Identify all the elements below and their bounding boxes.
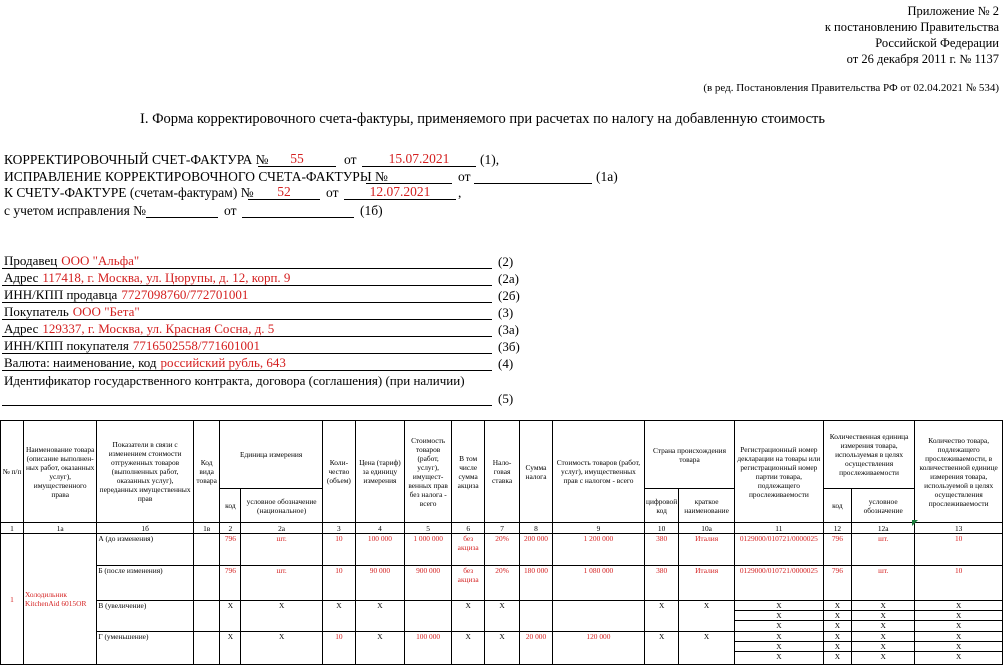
cell: X — [241, 601, 323, 632]
cell[interactable]: шт. — [241, 566, 323, 601]
cell[interactable]: 90 000 — [355, 566, 404, 601]
cell[interactable]: без акциза — [452, 566, 485, 601]
cell[interactable]: 380 — [645, 566, 679, 601]
cell[interactable]: 1 200 000 — [552, 534, 644, 566]
x-stack: X X X — [852, 632, 915, 665]
item-name[interactable]: Холодильник KitchenAid 6015OR — [24, 534, 97, 665]
cell[interactable]: 200 000 — [520, 534, 553, 566]
col-header: код — [823, 489, 851, 523]
seller-label: Продавец — [4, 253, 58, 268]
cell[interactable]: 100 000 — [355, 534, 404, 566]
col-number: 1б — [97, 523, 194, 534]
seller-address-label: Адрес — [4, 270, 39, 285]
table-row — [1, 566, 1003, 601]
cell[interactable]: 10 — [915, 534, 1003, 566]
cell[interactable]: шт. — [852, 566, 915, 601]
col-header: Стоимость товаров (работ, услуг), имущественных прав без налога - всего — [404, 421, 451, 523]
cell[interactable]: 1 000 000 — [404, 534, 451, 566]
ot-label: от — [326, 185, 339, 200]
base-invoice-label: К СЧЕТУ-ФАКТУРЕ (счетам-фактурам) № — [4, 185, 254, 200]
cell[interactable]: 20% — [485, 534, 520, 566]
col-header: В том числе сумма акциза — [452, 421, 485, 523]
cell: X — [645, 632, 679, 665]
col-header: Налоговая ставка — [485, 421, 520, 523]
col-header: Страна происхождения товара — [645, 421, 735, 489]
with-correction-date[interactable] — [242, 202, 354, 218]
code-label: (1а) — [596, 169, 618, 184]
cell: X — [241, 632, 323, 665]
cell: X — [220, 601, 241, 632]
code-label: (1б) — [360, 203, 383, 218]
ot-label: от — [458, 169, 471, 184]
code-label: (3б) — [498, 339, 520, 354]
col-number: 7 — [485, 523, 520, 534]
col-number: 2 — [220, 523, 241, 534]
ot-label: от — [224, 203, 237, 218]
table-row — [1, 632, 1003, 665]
cell[interactable]: шт. — [852, 534, 915, 566]
col-number: 11 — [734, 523, 823, 534]
col-header: Количество (объем) — [322, 421, 355, 523]
correction-date[interactable] — [474, 168, 592, 184]
comma: , — [458, 185, 462, 200]
cell[interactable]: 10 — [322, 566, 355, 601]
col-number: 10 — [645, 523, 679, 534]
col-number: 12 — [823, 523, 851, 534]
currency-field[interactable] — [2, 355, 492, 371]
code-label: (2) — [498, 254, 514, 269]
col-number: 1а — [24, 523, 97, 534]
col-header: Стоимость товаров (работ, услуг), имущественных прав с налогом - всего — [552, 421, 644, 523]
seller-inn-value: 7727098760/772701001 — [121, 287, 249, 302]
code-label: (4) — [498, 356, 514, 371]
buyer-inn-label: ИНН/КПП покупателя — [4, 338, 129, 353]
col-number: 10а — [679, 523, 735, 534]
correction-label: ИСПРАВЛЕНИЕ КОРРЕКТИРОВОЧНОГО СЧЕТА-ФАКТУРЫ № — [4, 169, 388, 184]
header-block — [825, 3, 999, 67]
col-header: цифровой код — [645, 489, 679, 523]
col-header: Единица измерения — [220, 421, 322, 489]
buyer-address-value: 129337, г. Москва, ул. Красная Сосна, д. 5 — [42, 321, 275, 336]
cell[interactable]: 796 — [220, 534, 241, 566]
cell: X — [220, 632, 241, 665]
cell[interactable]: 10 — [915, 566, 1003, 601]
contract-field[interactable] — [2, 390, 492, 406]
seller-inn-field[interactable] — [2, 287, 492, 303]
cell[interactable]: 10 — [322, 534, 355, 566]
x-stack: X X X — [915, 601, 1003, 632]
header-row — [1, 421, 1003, 489]
cell: X — [485, 601, 520, 632]
x-stack: X X X — [823, 632, 851, 665]
contract-label: Идентификатор государственного контракта, договора (соглашения) (при наличии) — [4, 373, 465, 388]
col-number: 13 — [915, 523, 1003, 534]
col-header: Количество товара, подлежащего прослеживаемости, в количественной единице измерения товара, используемой в целях осуществления прослеживаемости — [915, 421, 1003, 523]
buyer-field[interactable] — [2, 304, 492, 320]
correction-number[interactable] — [366, 168, 452, 184]
invoice-table — [0, 420, 1003, 665]
cell[interactable]: Италия — [679, 534, 735, 566]
cell[interactable]: 0129000/010721/0000025 — [734, 534, 823, 566]
x-stack: X X X — [734, 601, 823, 632]
cell: X — [485, 632, 520, 665]
with-correction-label: с учетом исправления № — [4, 203, 147, 218]
row-label: В (увеличение) — [97, 601, 194, 632]
col-header: условное обозначение (национальное) — [241, 489, 323, 523]
row-label: А (до изменения) — [97, 534, 194, 566]
x-stack: X X X — [734, 632, 823, 665]
row-label: Б (после изменения) — [97, 566, 194, 601]
cell[interactable]: 10 — [322, 632, 355, 665]
code-label: (2а) — [498, 271, 519, 286]
cell[interactable]: 180 000 — [520, 566, 553, 601]
code-label: (2б) — [498, 288, 520, 303]
comment-marker-icon — [912, 520, 918, 526]
buyer-inn-value: 7716502558/771601001 — [132, 338, 260, 353]
cell[interactable]: 100 000 — [404, 632, 451, 665]
invoice-label: КОРРЕКТИРОВОЧНЫЙ СЧЕТ-ФАКТУРА № — [4, 152, 269, 167]
buyer-address-label: Адрес — [4, 321, 39, 336]
edition-note: (в ред. Постановления Правительства РФ от 02.04.2021 № 534) — [703, 82, 999, 94]
row-label: Г (уменьшение) — [97, 632, 194, 665]
header-line: Приложение № 2 — [907, 4, 999, 18]
col-number: 1 — [1, 523, 24, 534]
col-number: 3 — [322, 523, 355, 534]
cell: X — [679, 601, 735, 632]
cell: X — [452, 601, 485, 632]
code-label: (3а) — [498, 322, 519, 337]
code-label: (3) — [498, 305, 514, 320]
seller-address-field[interactable] — [2, 270, 492, 286]
currency-value: российский рубль, 643 — [160, 355, 286, 370]
cell[interactable]: 120 000 — [552, 632, 644, 665]
cell[interactable]: Италия — [679, 566, 735, 601]
buyer-value: ООО "Бета" — [72, 304, 140, 319]
with-correction-number[interactable] — [146, 202, 218, 218]
cell[interactable]: 1 080 000 — [552, 566, 644, 601]
col-number: 8 — [520, 523, 553, 534]
buyer-address-field[interactable] — [2, 321, 492, 337]
col-number: 6 — [452, 523, 485, 534]
cell: X — [322, 601, 355, 632]
col-header: Наименование товара (описание выполненных работ, оказанных услуг), имущественного права — [24, 421, 97, 523]
seller-field[interactable] — [2, 253, 492, 269]
seller-inn-label: ИНН/КПП продавца — [4, 287, 118, 302]
col-header: Цена (тариф) за единицу измерения — [355, 421, 404, 523]
col-header: № п/п — [1, 421, 24, 523]
col-header: Количественная единица измерения товара, используемая в целях осуществления прослеживаемости — [823, 421, 915, 489]
x-stack: X X X — [915, 632, 1003, 665]
col-number: 1в — [193, 523, 220, 534]
cell[interactable]: 796 — [823, 534, 851, 566]
header-line: Российской Федерации — [875, 36, 999, 50]
col-header: Сумма налога — [520, 421, 553, 523]
ot-label: от — [344, 152, 357, 167]
seller-address-value: 117418, г. Москва, ул. Цюрупы, д. 12, корп. 9 — [42, 270, 291, 285]
column-numbers-row — [1, 523, 1003, 534]
cell: X — [355, 632, 404, 665]
buyer-inn-field[interactable] — [2, 338, 492, 354]
cell[interactable]: 20 000 — [520, 632, 553, 665]
col-number: 9 — [552, 523, 644, 534]
col-header: Код вида товара — [193, 421, 220, 523]
x-stack: X X X — [823, 601, 851, 632]
cell: X — [355, 601, 404, 632]
code-label: (5) — [498, 391, 514, 406]
base-invoice-number[interactable]: 52 — [248, 184, 320, 200]
item-number: 1 — [1, 534, 24, 665]
cell: X — [679, 632, 735, 665]
col-number: 12а — [852, 523, 915, 534]
header-line: к постановлению Правительства — [824, 20, 999, 34]
col-header: код — [220, 489, 241, 523]
seller-value: ООО "Альфа" — [61, 253, 140, 268]
cell[interactable]: 796 — [220, 566, 241, 601]
col-number: 2а — [241, 523, 323, 534]
cell: X — [452, 632, 485, 665]
buyer-label: Покупатель — [4, 304, 69, 319]
cell[interactable]: шт. — [241, 534, 323, 566]
invoice-number[interactable]: 55 — [258, 151, 336, 167]
cell: X — [645, 601, 679, 632]
cell[interactable]: 0129000/010721/0000025 — [734, 566, 823, 601]
base-invoice-date[interactable]: 12.07.2021 — [344, 184, 456, 200]
x-stack: X X X — [852, 601, 915, 632]
table-row — [1, 601, 1003, 632]
col-header: краткое наименование — [679, 489, 735, 523]
invoice-date[interactable]: 15.07.2021 — [362, 151, 476, 167]
col-header: условное обозначение — [852, 489, 915, 523]
currency-label: Валюта: наименование, код — [4, 355, 157, 370]
table-row — [1, 534, 1003, 566]
cell[interactable]: 380 — [645, 534, 679, 566]
header-line: от 26 декабря 2011 г. № 1137 — [846, 52, 999, 66]
cell[interactable]: без акциза — [452, 534, 485, 566]
col-header: Регистрационный номер декларации на товары или регистрационный номер партии товара, подлежащего прослеживаемости — [734, 421, 823, 523]
col-number: 4 — [355, 523, 404, 534]
col-number: 5 — [404, 523, 451, 534]
page-title: I. Форма корректировочного счета-фактуры, применяемого при расчетах по налогу на добавленную стоимость — [140, 111, 826, 127]
col-header: Показатели в связи с изменением стоимости отгруженных товаров (выполненных работ, оказанных услуг), переданных имущественных прав — [97, 421, 194, 523]
cell[interactable]: 900 000 — [404, 566, 451, 601]
code-label: (1), — [480, 152, 500, 167]
cell[interactable]: 796 — [823, 566, 851, 601]
cell[interactable]: 20% — [485, 566, 520, 601]
